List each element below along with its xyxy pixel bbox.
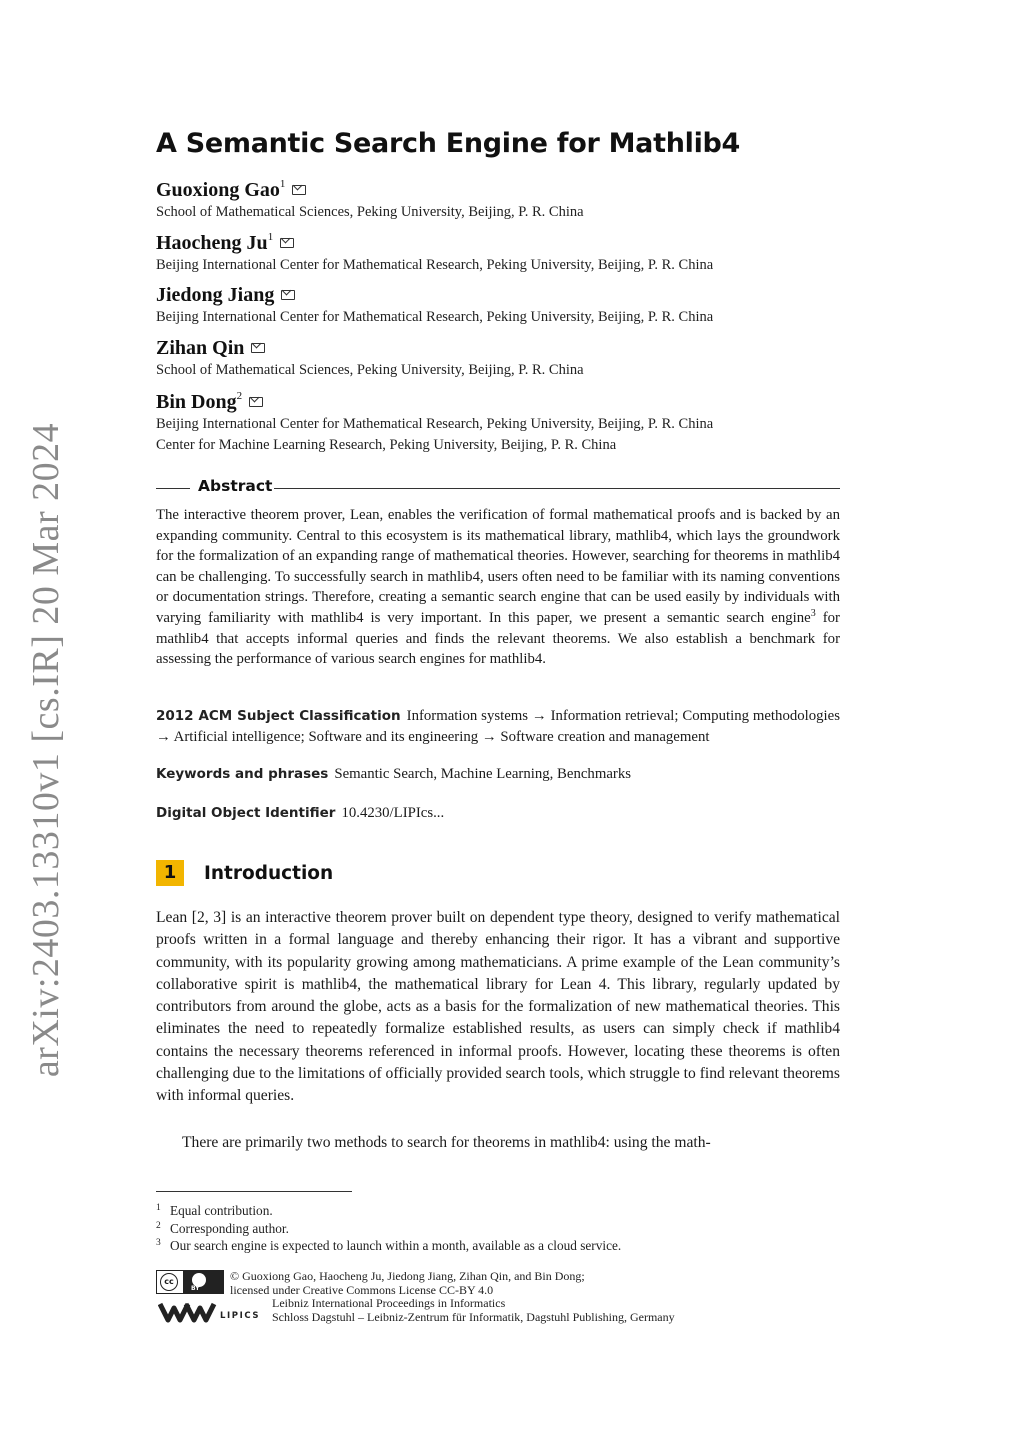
doi-heading: Digital Object Identifier bbox=[156, 805, 336, 821]
footnotes bbox=[156, 1202, 840, 1255]
footnote: 3 Our search engine is expected to launch within a month, available as a cloud service. bbox=[156, 1238, 622, 1253]
footnote: 1 Equal contribution. bbox=[156, 1203, 273, 1218]
intro-paragraph: Lean [2, 3] is an interactive theorem prover built on dependent type theory, designed to verify mathematical proofs written in a formal language and thereby enhancing their rigor. It has a vibrant and supportive community, with its popularity growing among mathematicians. A prime example of the Lean community’s collaborative spirit is mathlib4, the mathematical library for Lean 4. This library, regularly updated by contributors from around the globe, acts as a basis for the formalization of new mathematical theories. This eliminates the need to repeatedly formalize established results, as users can simply check if mathlib4 contains the necessary theorems referenced in informal proofs. However, locating these theorems is often challenging due to the limitations of officially provided search tools, which struggle to find relevant theorems with informal queries. bbox=[156, 909, 840, 1105]
author-name: Jiedong Jiang bbox=[156, 284, 275, 306]
paper-title: A Semantic Search Engine for Mathlib4 bbox=[156, 128, 741, 159]
doi-link[interactable]: 10.4230/LIPIcs... bbox=[341, 805, 445, 821]
footnote-ref[interactable]: 3 bbox=[810, 607, 816, 619]
author-block bbox=[156, 231, 713, 276]
mail-icon[interactable] bbox=[281, 290, 295, 300]
author-name: Zihan Qin bbox=[156, 337, 245, 359]
keywords bbox=[156, 764, 840, 785]
author-name: Bin Dong$^2$ bbox=[156, 390, 243, 413]
abstract-heading bbox=[156, 476, 840, 498]
mail-icon[interactable] bbox=[251, 343, 265, 353]
section-heading bbox=[156, 860, 333, 886]
footnote-divider bbox=[156, 1191, 352, 1192]
divider bbox=[274, 488, 840, 489]
keywords-heading: Keywords and phrases bbox=[156, 766, 329, 782]
section-number: 1 bbox=[156, 860, 184, 886]
acm-text: Information systems → Information retrieval; Computing methodologies → Artificial intelligence; Software and its engineering → Software creation and management bbox=[156, 708, 840, 745]
cc-by-badge[interactable] bbox=[156, 1270, 224, 1294]
lipics-wordmark: LIPICS bbox=[220, 1311, 261, 1321]
author-block bbox=[156, 284, 713, 328]
license-block bbox=[156, 1270, 856, 1330]
intro-paragraph: There are primarily two methods to search for theorems in mathlib4: using the math- bbox=[182, 1134, 711, 1151]
doi bbox=[156, 803, 840, 824]
mail-icon[interactable] bbox=[280, 238, 294, 248]
author-block bbox=[156, 337, 584, 381]
cc-icon: cc bbox=[160, 1273, 178, 1291]
author-affiliation: School of Mathematical Sciences, Peking University, Beijing, P. R. China bbox=[156, 362, 584, 378]
abstract-label: Abstract bbox=[198, 477, 273, 495]
mail-icon[interactable] bbox=[249, 397, 263, 407]
mail-icon[interactable] bbox=[292, 185, 306, 195]
arxiv-stamp: arXiv:2403.13310v1 [cs.IR] 20 Mar 2024 bbox=[25, 422, 67, 1078]
author-affiliation: Beijing International Center for Mathematical Research, Peking University, Beijing, P. R. China bbox=[156, 257, 714, 273]
author-block bbox=[156, 178, 584, 223]
author-name: Guoxiong Gao$^1$ bbox=[156, 178, 286, 201]
abstract-text: The interactive theorem prover, Lean, enables the verification of formal mathematical proofs and is backed by an expanding community. Central to this ecosystem is its mathematical library, mathlib4, which lays the groundwork for the formalization of an expanding range of mathematical theories. However, searching for theorems in mathlib4 can be challenging. To successfully search in mathlib4, users often need to be familiar with its naming conventions or documentation strings. Therefore, creating a semantic search engine that can be used easily by individuals with varying familiarity with mathlib4 is very important. In this paper, we present a semantic search engine$^3$ for mathlib4 that accepts informal queries and finds the relevant theorems. We also establish a benchmark for assessing the performance of various search engines for mathlib4. bbox=[156, 507, 840, 668]
divider bbox=[156, 488, 190, 489]
by-icon: BY bbox=[183, 1271, 223, 1293]
author-affiliation: School of Mathematical Sciences, Peking University, Beijing, P. R. China bbox=[156, 204, 584, 220]
author-block bbox=[156, 390, 713, 456]
publisher-text: Leibniz International Proceedings in Informatics Schloss Dagstuhl – Leibniz-Zentrum für Informatik, Dagstuhl Publishing, Germany bbox=[272, 1296, 675, 1324]
keywords-text: Semantic Search, Machine Learning, Benchmarks bbox=[334, 766, 631, 782]
acm-heading: 2012 ACM Subject Classification bbox=[156, 708, 401, 724]
section-title: Introduction bbox=[204, 862, 334, 884]
author-name: Haocheng Ju$^1$ bbox=[156, 231, 274, 254]
footnote: 2 Corresponding author. bbox=[156, 1220, 289, 1236]
license-text: © Guoxiong Gao, Haocheng Ju, Jiedong Jiang, Zihan Qin, and Bin Dong; licensed under Creative Commons License CC-BY 4.0 bbox=[230, 1269, 585, 1297]
author-affiliation: Center for Machine Learning Research, Peking University, Beijing, P. R. China bbox=[156, 437, 617, 453]
acm-classification bbox=[156, 706, 840, 748]
author-affiliation: Beijing International Center for Mathematical Research, Peking University, Beijing, P. R. China bbox=[156, 416, 714, 432]
author-affiliation: Beijing International Center for Mathematical Research, Peking University, Beijing, P. R. China bbox=[156, 309, 714, 325]
